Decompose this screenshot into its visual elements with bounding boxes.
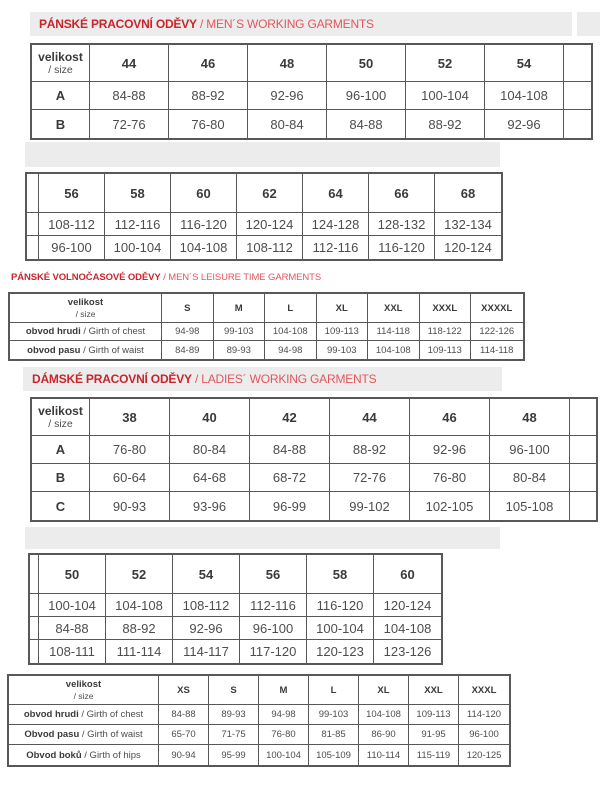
row-label-cell: B xyxy=(32,110,90,138)
size-header-cell: 56 xyxy=(39,174,105,213)
value-cell: 80-84 xyxy=(248,110,327,138)
value-cell: 99-103 xyxy=(309,705,359,725)
size-header-cell: XXL xyxy=(409,676,459,705)
clipped-label-cell xyxy=(30,555,39,594)
value-cell: 92-96 xyxy=(173,617,240,640)
size-header-cell: 52 xyxy=(406,45,485,82)
corner-label-en: / size xyxy=(73,690,94,701)
clipped-header-cell xyxy=(564,45,591,82)
value-cell: 76-80 xyxy=(259,725,309,745)
value-cell: 84-88 xyxy=(90,82,169,110)
value-cell: 100-104 xyxy=(406,82,485,110)
size-header-cell: 44 xyxy=(90,45,169,82)
size-header-cell: 48 xyxy=(248,45,327,82)
value-cell: 84-88 xyxy=(39,617,106,640)
row-label-cz: Obvod boků xyxy=(26,749,82,761)
value-cell: 96-99 xyxy=(250,492,330,520)
value-cell: 112-116 xyxy=(303,236,369,259)
value-cell: 100-104 xyxy=(39,594,106,617)
value-cell: 116-120 xyxy=(307,594,374,617)
clipped-label-cell xyxy=(27,213,39,236)
size-header-cell: L xyxy=(265,294,317,323)
size-header-cell: S xyxy=(162,294,214,323)
spacer-band xyxy=(25,527,500,549)
size-header-cell: 56 xyxy=(240,555,307,594)
row-label-cz: obvod hrudi xyxy=(25,326,81,337)
value-cell: 114-118 xyxy=(480,344,514,356)
value-cell: 93-96 xyxy=(170,492,250,520)
size-header-cell: S xyxy=(209,676,259,705)
mens-working-table-sizes-44-54 xyxy=(30,43,593,140)
corner-cell xyxy=(32,399,90,436)
row-label-cell xyxy=(9,705,159,725)
value-cell: 100-104 xyxy=(307,617,374,640)
section-title-mens-leisure xyxy=(11,272,321,283)
value-cell: 76-80 xyxy=(169,110,248,138)
value-cell: 109-113 xyxy=(420,341,472,359)
clipped-label-cell xyxy=(27,174,39,213)
section-title-ladies-working xyxy=(23,372,376,386)
value-cell: 104-108 xyxy=(368,341,420,359)
size-header-cell: 68 xyxy=(435,174,501,213)
row-label-en: / Girth of chest xyxy=(80,326,146,337)
clipped-label-cell xyxy=(30,594,39,617)
size-header-cell: XL xyxy=(317,294,369,323)
size-header-cell: 54 xyxy=(173,555,240,594)
value-cell: 104-108 xyxy=(171,236,237,259)
row-label-cell xyxy=(9,725,159,745)
size-header-cell: 60 xyxy=(171,174,237,213)
size-header-cell: 58 xyxy=(105,174,171,213)
value-cell: 120-123 xyxy=(307,640,374,663)
value-cell: 132-134 xyxy=(435,213,501,236)
value-cell: 72-76 xyxy=(90,110,169,138)
value-cell: 80-84 xyxy=(170,436,250,464)
clipped-cell xyxy=(564,82,591,110)
value-cell: 128-132 xyxy=(369,213,435,236)
size-header-cell: XL xyxy=(359,676,409,705)
row-label-cell: B xyxy=(32,464,90,492)
value-cell: 114-118 xyxy=(368,323,420,341)
value-cell: 114-117 xyxy=(173,640,240,663)
value-cell: 72-76 xyxy=(330,464,410,492)
section-title-cz: PÁNSKÉ PRACOVNÍ ODĚVY xyxy=(39,17,197,31)
value-cell: 100-104 xyxy=(105,236,171,259)
value-cell: 88-92 xyxy=(106,617,173,640)
size-header-cell: 62 xyxy=(237,174,303,213)
row-label-en: / Girth of waist xyxy=(80,344,144,356)
value-cell: 76-80 xyxy=(410,464,490,492)
value-cell: 122-126 xyxy=(471,323,523,341)
value-cell: 84-88 xyxy=(327,110,406,138)
size-header-cell: M xyxy=(259,676,309,705)
value-cell: 114-120 xyxy=(459,705,509,725)
value-cell: 109-113 xyxy=(409,705,459,725)
value-cell: 108-112 xyxy=(173,594,240,617)
value-cell: 89-93 xyxy=(214,341,266,359)
clipped-header-cell xyxy=(570,399,596,436)
value-cell: 117-120 xyxy=(240,640,307,663)
value-cell: 99-102 xyxy=(330,492,410,520)
value-cell: 99-103 xyxy=(214,323,266,341)
value-cell: 94-98 xyxy=(259,705,309,725)
value-cell: 86-90 xyxy=(359,725,409,745)
size-header-cell: 52 xyxy=(106,555,173,594)
corner-cell xyxy=(9,676,159,705)
value-cell: 60-64 xyxy=(90,464,170,492)
value-cell: 91-95 xyxy=(409,725,459,745)
size-header-cell: 66 xyxy=(369,174,435,213)
row-label-en: / Girth of chest xyxy=(78,709,144,720)
value-cell: 90-94 xyxy=(159,745,209,765)
section-band-ladies-working xyxy=(23,367,502,391)
size-header-cell: 64 xyxy=(303,174,369,213)
section-band-fragment xyxy=(577,12,600,36)
value-cell: 116-120 xyxy=(369,236,435,259)
value-cell: 120-124 xyxy=(374,594,441,617)
clipped-label-cell xyxy=(27,236,39,259)
clipped-label-cell xyxy=(30,640,39,663)
size-header-cell: 46 xyxy=(410,399,490,436)
corner-label-en: / size xyxy=(75,308,96,319)
row-label-cell xyxy=(9,745,159,765)
row-label-cz: obvod hrudi xyxy=(23,709,79,720)
value-cell: 94-98 xyxy=(265,341,317,359)
value-cell: 104-108 xyxy=(485,82,564,110)
value-cell: 123-126 xyxy=(383,644,432,659)
corner-label-cz: velikost xyxy=(65,679,102,691)
row-label-cz: Obvod pasu xyxy=(24,729,80,740)
size-header-cell: L xyxy=(309,676,359,705)
value-cell: 95-99 xyxy=(209,745,259,765)
value-cell: 109-113 xyxy=(317,323,369,341)
value-cell: 90-93 xyxy=(90,492,170,520)
size-header-cell: 42 xyxy=(250,399,330,436)
size-header-cell: XS xyxy=(159,676,209,705)
clipped-cell xyxy=(570,436,596,464)
value-cell: 92-96 xyxy=(248,82,327,110)
value-cell: 100-104 xyxy=(259,745,309,765)
value-cell: 120-125 xyxy=(466,749,502,761)
value-cell: 108-112 xyxy=(237,236,303,259)
size-header-cell: 50 xyxy=(327,45,406,82)
section-band-mens-working xyxy=(30,12,572,36)
value-cell: 120-124 xyxy=(444,240,492,255)
value-cell: 112-116 xyxy=(240,594,307,617)
size-header-cell: XXXL xyxy=(459,676,509,705)
value-cell: 92-96 xyxy=(485,110,564,138)
value-cell: 68-72 xyxy=(250,464,330,492)
clipped-cell xyxy=(570,492,596,520)
value-cell: 71-75 xyxy=(209,725,259,745)
value-cell: 84-89 xyxy=(162,341,214,359)
value-cell: 104-108 xyxy=(374,617,441,640)
value-cell: 81-85 xyxy=(309,725,359,745)
row-label-cz: obvod pasu xyxy=(27,344,81,356)
value-cell: 104-108 xyxy=(359,705,409,725)
size-header-cell: 50 xyxy=(39,555,106,594)
size-header-cell: 40 xyxy=(170,399,250,436)
value-cell: 84-88 xyxy=(159,705,209,725)
value-cell: 88-92 xyxy=(330,436,410,464)
value-cell: 89-93 xyxy=(209,705,259,725)
value-cell: 118-122 xyxy=(420,323,472,341)
clipped-cell xyxy=(564,110,591,138)
corner-label-cz: velikost xyxy=(38,403,83,418)
value-cell: 94-98 xyxy=(162,323,214,341)
value-cell: 104-108 xyxy=(265,323,317,341)
value-cell: 96-100 xyxy=(240,617,307,640)
clipped-label-cell xyxy=(30,617,39,640)
row-label-cell xyxy=(10,341,162,359)
size-header-cell: 44 xyxy=(330,399,410,436)
size-header-cell: XXXL xyxy=(420,294,472,323)
section-title-cz: PÁNSKÉ VOLNOČASOVÉ ODĚVY xyxy=(11,272,161,283)
ladies-working-table-sizes-38-48 xyxy=(30,397,598,522)
value-cell: 102-105 xyxy=(410,492,490,520)
value-cell: 92-96 xyxy=(410,436,490,464)
value-cell: 112-116 xyxy=(105,213,171,236)
value-cell: 65-70 xyxy=(159,725,209,745)
clipped-cell xyxy=(570,464,596,492)
corner-label-en: / size xyxy=(48,63,73,76)
size-header-cell: XXL xyxy=(368,294,420,323)
section-title-en: / MEN´S LEISURE TIME GARMENTS xyxy=(160,272,322,283)
value-cell: 110-114 xyxy=(359,745,409,765)
section-title-cz: DÁMSKÉ PRACOVNÍ ODĚVY xyxy=(32,372,192,386)
spacer-band xyxy=(25,142,500,167)
size-header-cell: 58 xyxy=(307,555,374,594)
value-cell: 80-84 xyxy=(490,464,570,492)
value-cell: 120-124 xyxy=(237,213,303,236)
value-cell: 99-103 xyxy=(317,341,369,359)
value-cell: 76-80 xyxy=(90,436,170,464)
value-cell: 88-92 xyxy=(169,82,248,110)
size-header-cell: 38 xyxy=(90,399,170,436)
size-header-cell: 54 xyxy=(485,45,564,82)
row-label-cell xyxy=(10,323,162,341)
row-label-cell: C xyxy=(32,492,90,520)
mens-working-table-sizes-56-68 xyxy=(25,172,503,261)
row-label-cell: A xyxy=(32,82,90,110)
size-header-cell: XXXXL xyxy=(471,294,523,323)
row-label-en: / Girth of hips xyxy=(81,749,141,761)
corner-label-en: / size xyxy=(48,417,73,430)
value-cell: 88-92 xyxy=(406,110,485,138)
value-cell: 105-108 xyxy=(490,492,570,520)
value-cell: 84-88 xyxy=(250,436,330,464)
ladies-girth-table xyxy=(7,674,511,767)
value-cell: 96-100 xyxy=(490,436,570,464)
value-cell: 96-100 xyxy=(39,236,105,259)
corner-cell xyxy=(32,45,90,82)
value-cell: 104-108 xyxy=(106,594,173,617)
row-label-en: / Girth of waist xyxy=(79,729,143,740)
size-header-cell: M xyxy=(214,294,266,323)
mens-leisure-table xyxy=(8,292,525,361)
section-title-mens-working xyxy=(30,17,374,31)
corner-label-cz: velikost xyxy=(67,297,104,309)
value-cell: 108-112 xyxy=(39,213,105,236)
size-header-cell: 60 xyxy=(374,555,441,594)
value-cell: 111-114 xyxy=(106,640,173,663)
section-title-en: / MEN´S WORKING GARMENTS xyxy=(196,17,374,31)
size-header-cell: 46 xyxy=(169,45,248,82)
size-header-cell: 48 xyxy=(490,399,570,436)
value-cell: 115-119 xyxy=(409,745,459,765)
value-cell: 64-68 xyxy=(170,464,250,492)
ladies-working-table-sizes-50-60 xyxy=(28,553,443,665)
value-cell: 96-100 xyxy=(459,725,509,745)
value-cell: 124-128 xyxy=(303,213,369,236)
value-cell: 105-109 xyxy=(309,745,359,765)
value-cell: 116-120 xyxy=(171,213,237,236)
value-cell: 108-111 xyxy=(39,640,106,663)
row-label-cell: A xyxy=(32,436,90,464)
section-title-en: / LADIES´ WORKING GARMENTS xyxy=(191,372,377,386)
corner-cell xyxy=(10,294,162,323)
corner-label-cz: velikost xyxy=(38,49,83,64)
value-cell: 96-100 xyxy=(327,82,406,110)
